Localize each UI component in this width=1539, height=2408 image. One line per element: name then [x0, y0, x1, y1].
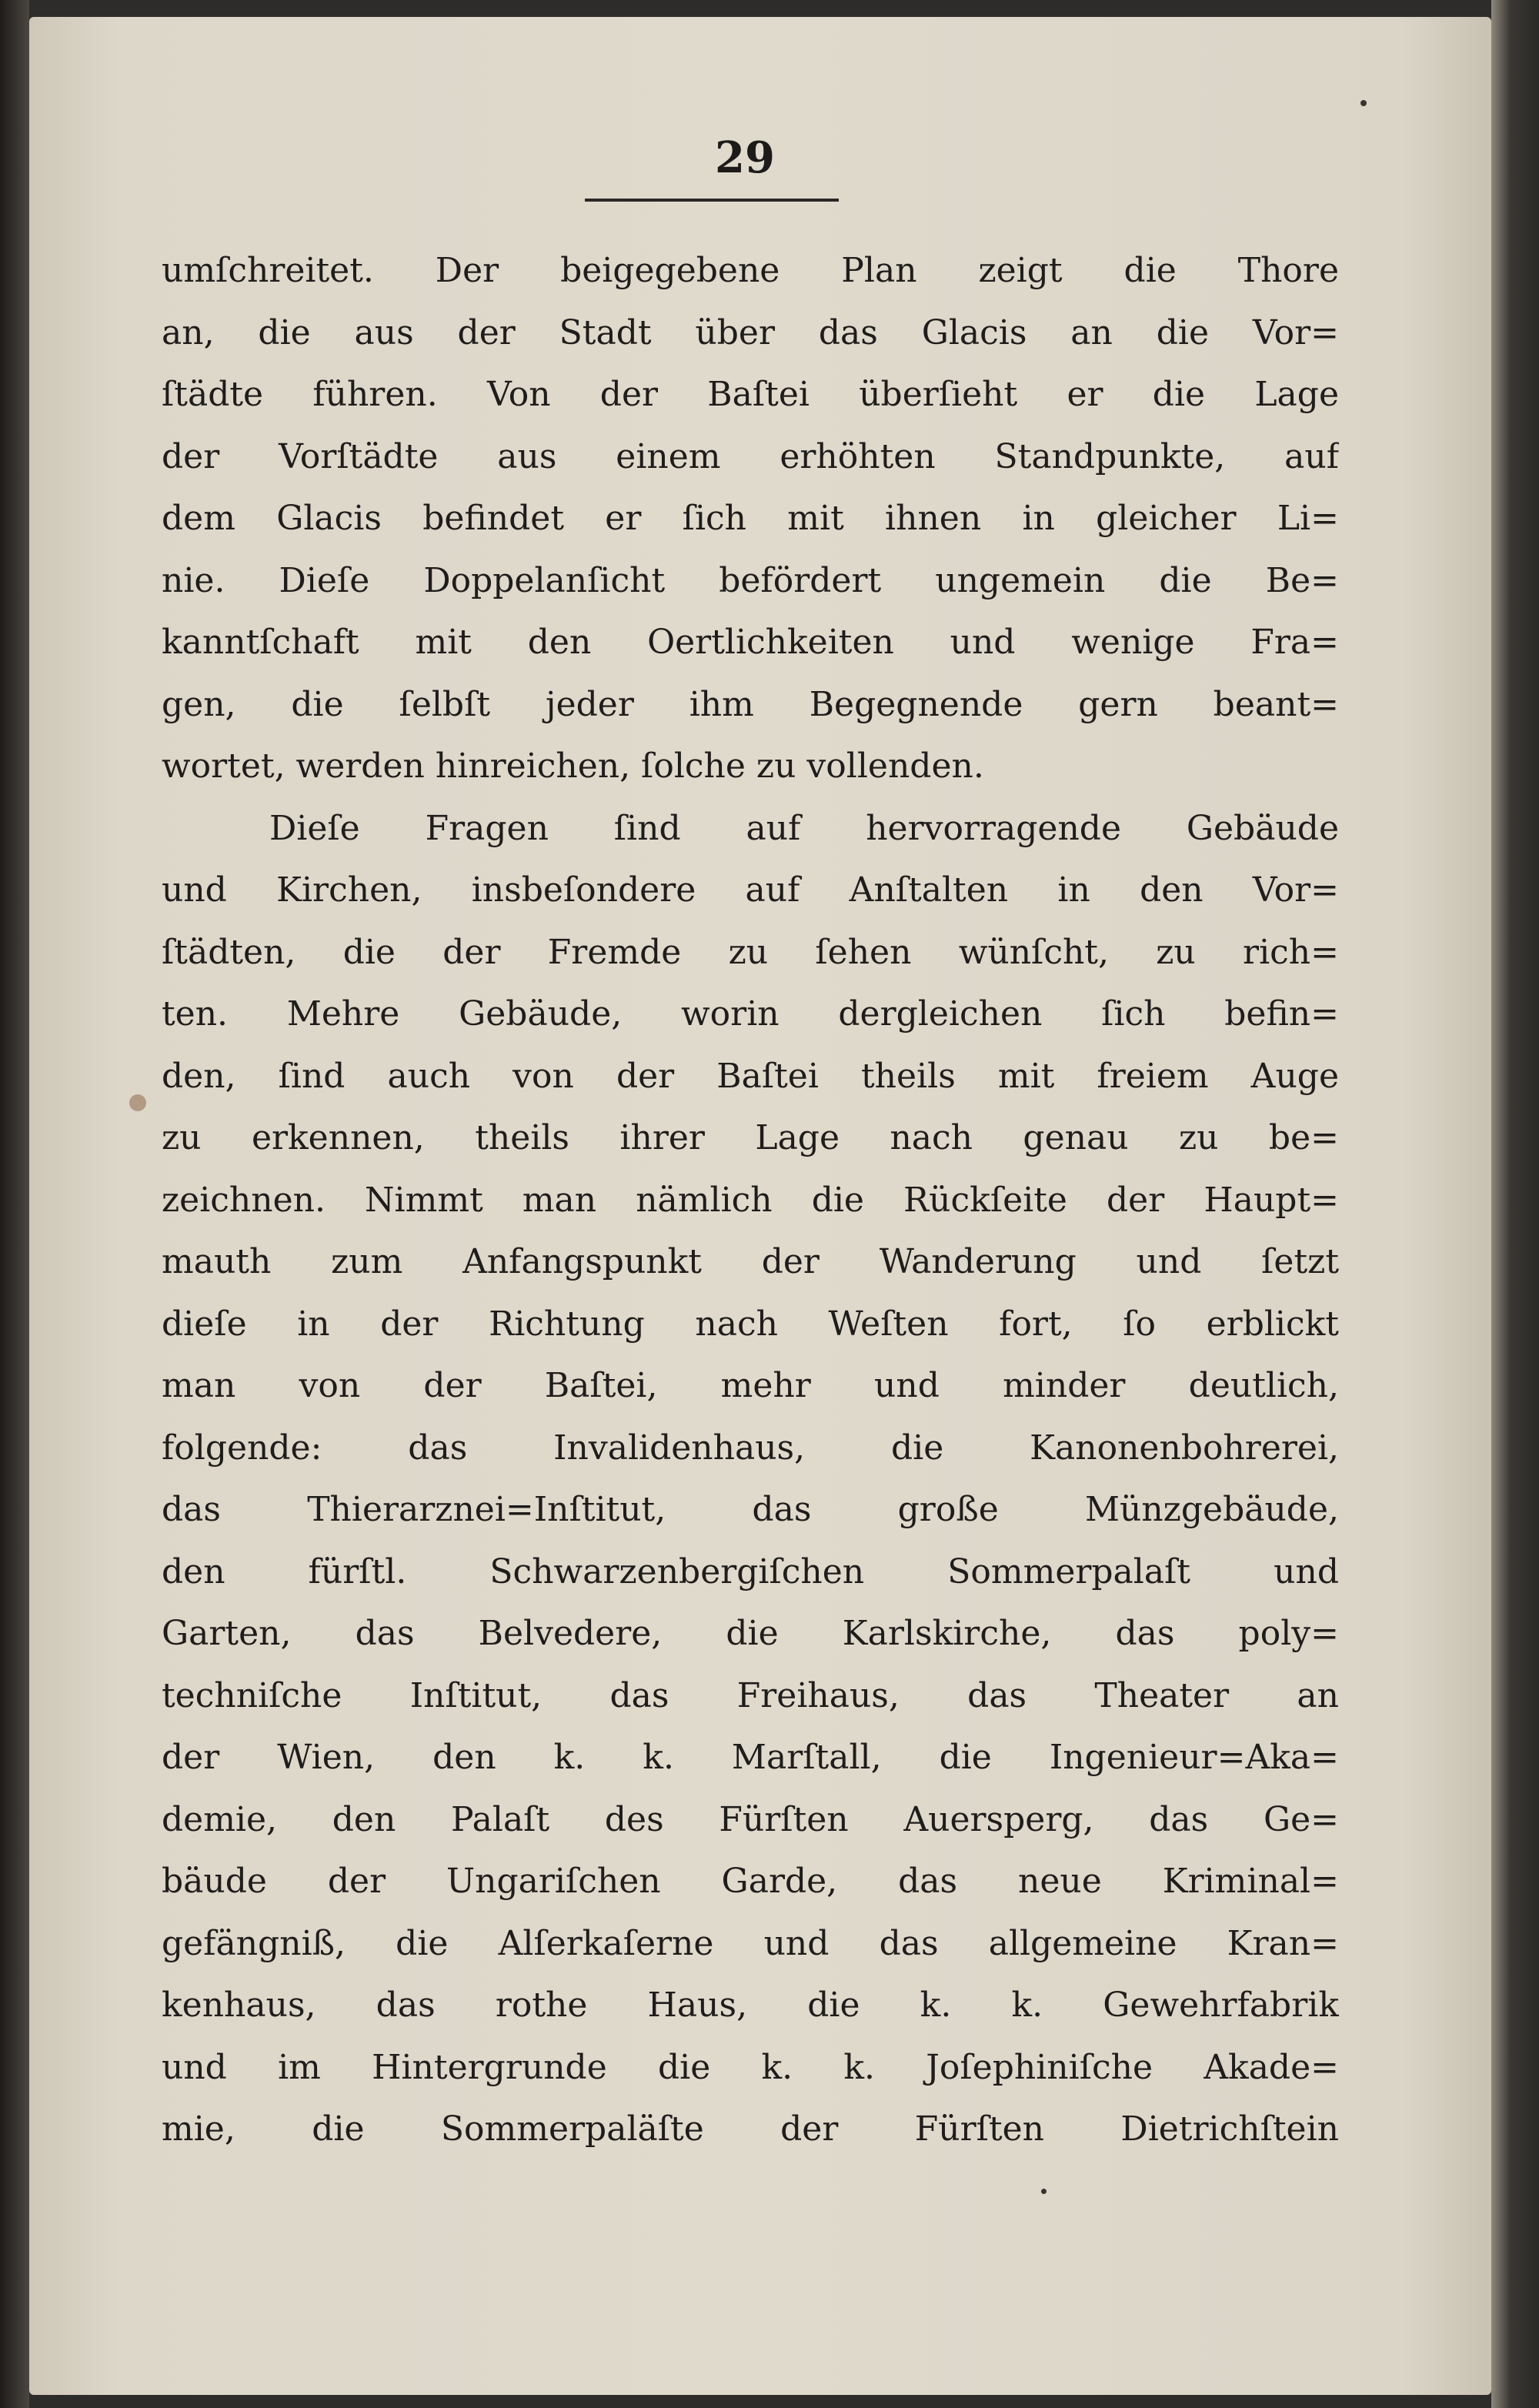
text-line: Garten, das Belvedere, die Karlskirche, das poly= [162, 1614, 1339, 1653]
text-line: man von der Baſtei, mehr und minder deutlich, [162, 1366, 1339, 1405]
text-line: umſchreitet. Der beigegebene Plan zeigt die Thore [162, 251, 1339, 290]
text-line: gen, die ſelbſt jeder ihm Begegnende gern beant= [162, 684, 1339, 724]
body-text [162, 240, 1339, 2161]
book-right-edge [1491, 0, 1539, 2408]
paper-spot [129, 1094, 146, 1111]
text-line: bäude der Ungariſchen Garde, das neue Kriminal= [162, 1862, 1339, 1901]
text-line: den, ſind auch von der Baſtei theils mit freiem Auge [162, 1056, 1339, 1096]
text-line: den fürſtl. Schwarzenbergiſchen Sommerpalaſt und [162, 1551, 1339, 1591]
text-line: mauth zum Anfangspunkt der Wanderung und ſetzt [162, 1242, 1339, 1281]
text-line: dem Glacis befindet er ſich mit ihnen in gleicher Li= [162, 499, 1339, 538]
header-rule [585, 199, 839, 202]
text-line: dieſe in der Richtung nach Weſten fort, ſo erblickt [162, 1304, 1339, 1344]
text-line: ſtädte führen. Von der Baſtei überſieht er die Lage [162, 375, 1339, 414]
text-line: kanntſchaft mit den Oertlichkeiten und wenige Fra= [162, 623, 1339, 662]
text-line: ten. Mehre Gebäude, worin dergleichen ſich befin= [162, 994, 1339, 1034]
text-line: der Vorſtädte aus einem erhöhten Standpunkte, auf [162, 436, 1339, 476]
text-line: techniſche Inſtitut, das Freihaus, das Theater an [162, 1675, 1339, 1715]
text-line: das Thierarznei=Inſtitut, das große Münzgebäude, [162, 1490, 1339, 1529]
book-page [29, 17, 1491, 2395]
text-line: nie. Dieſe Doppelanſicht befördert ungemein die Be= [162, 560, 1339, 600]
text-line: zu erkennen, theils ihrer Lage nach genau zu be= [162, 1118, 1339, 1157]
text-line: der Wien, den k. k. Marſtall, die Ingenieur=Aka= [162, 1738, 1339, 1777]
text-line: und im Hintergrunde die k. k. Joſephiniſche Akade= [162, 2047, 1339, 2087]
page-number [29, 132, 1491, 183]
text-line: ſtädten, die der Fremde zu ſehen wünſcht, zu rich= [162, 932, 1339, 972]
text-line: Dieſe Fragen ſind auf hervorragende Gebäude [269, 808, 1339, 848]
book-spine-edge [0, 0, 29, 2408]
text-line: gefängniß, die Alſerkaſerne und das allgemeine Kran= [162, 1923, 1339, 1963]
text-line: an, die aus der Stadt über das Glacis an die Vor= [162, 312, 1339, 352]
text-line: wortet, werden hinreichen, ſolche zu vollenden. [162, 746, 984, 786]
text-line: und Kirchen, insbeſondere auf Anſtalten in den Vor= [162, 870, 1339, 910]
text-line: demie, den Palaſt des Fürſten Auersperg, das Ge= [162, 1799, 1339, 1839]
text-line: zeichnen. Nimmt man nämlich die Rückſeite der Haupt= [162, 1180, 1339, 1220]
page-number-text: 29 [715, 132, 775, 183]
text-line: folgende: das Invalidenhaus, die Kanonenbohrerei, [162, 1428, 1339, 1468]
paper-spot [1360, 100, 1367, 106]
text-line: mie, die Sommerpaläſte der Fürſten Dietrichſtein [162, 2109, 1339, 2149]
paper-spot [1041, 2189, 1047, 2194]
text-line: kenhaus, das rothe Haus, die k. k. Gewehrfabrik [162, 1986, 1339, 2025]
